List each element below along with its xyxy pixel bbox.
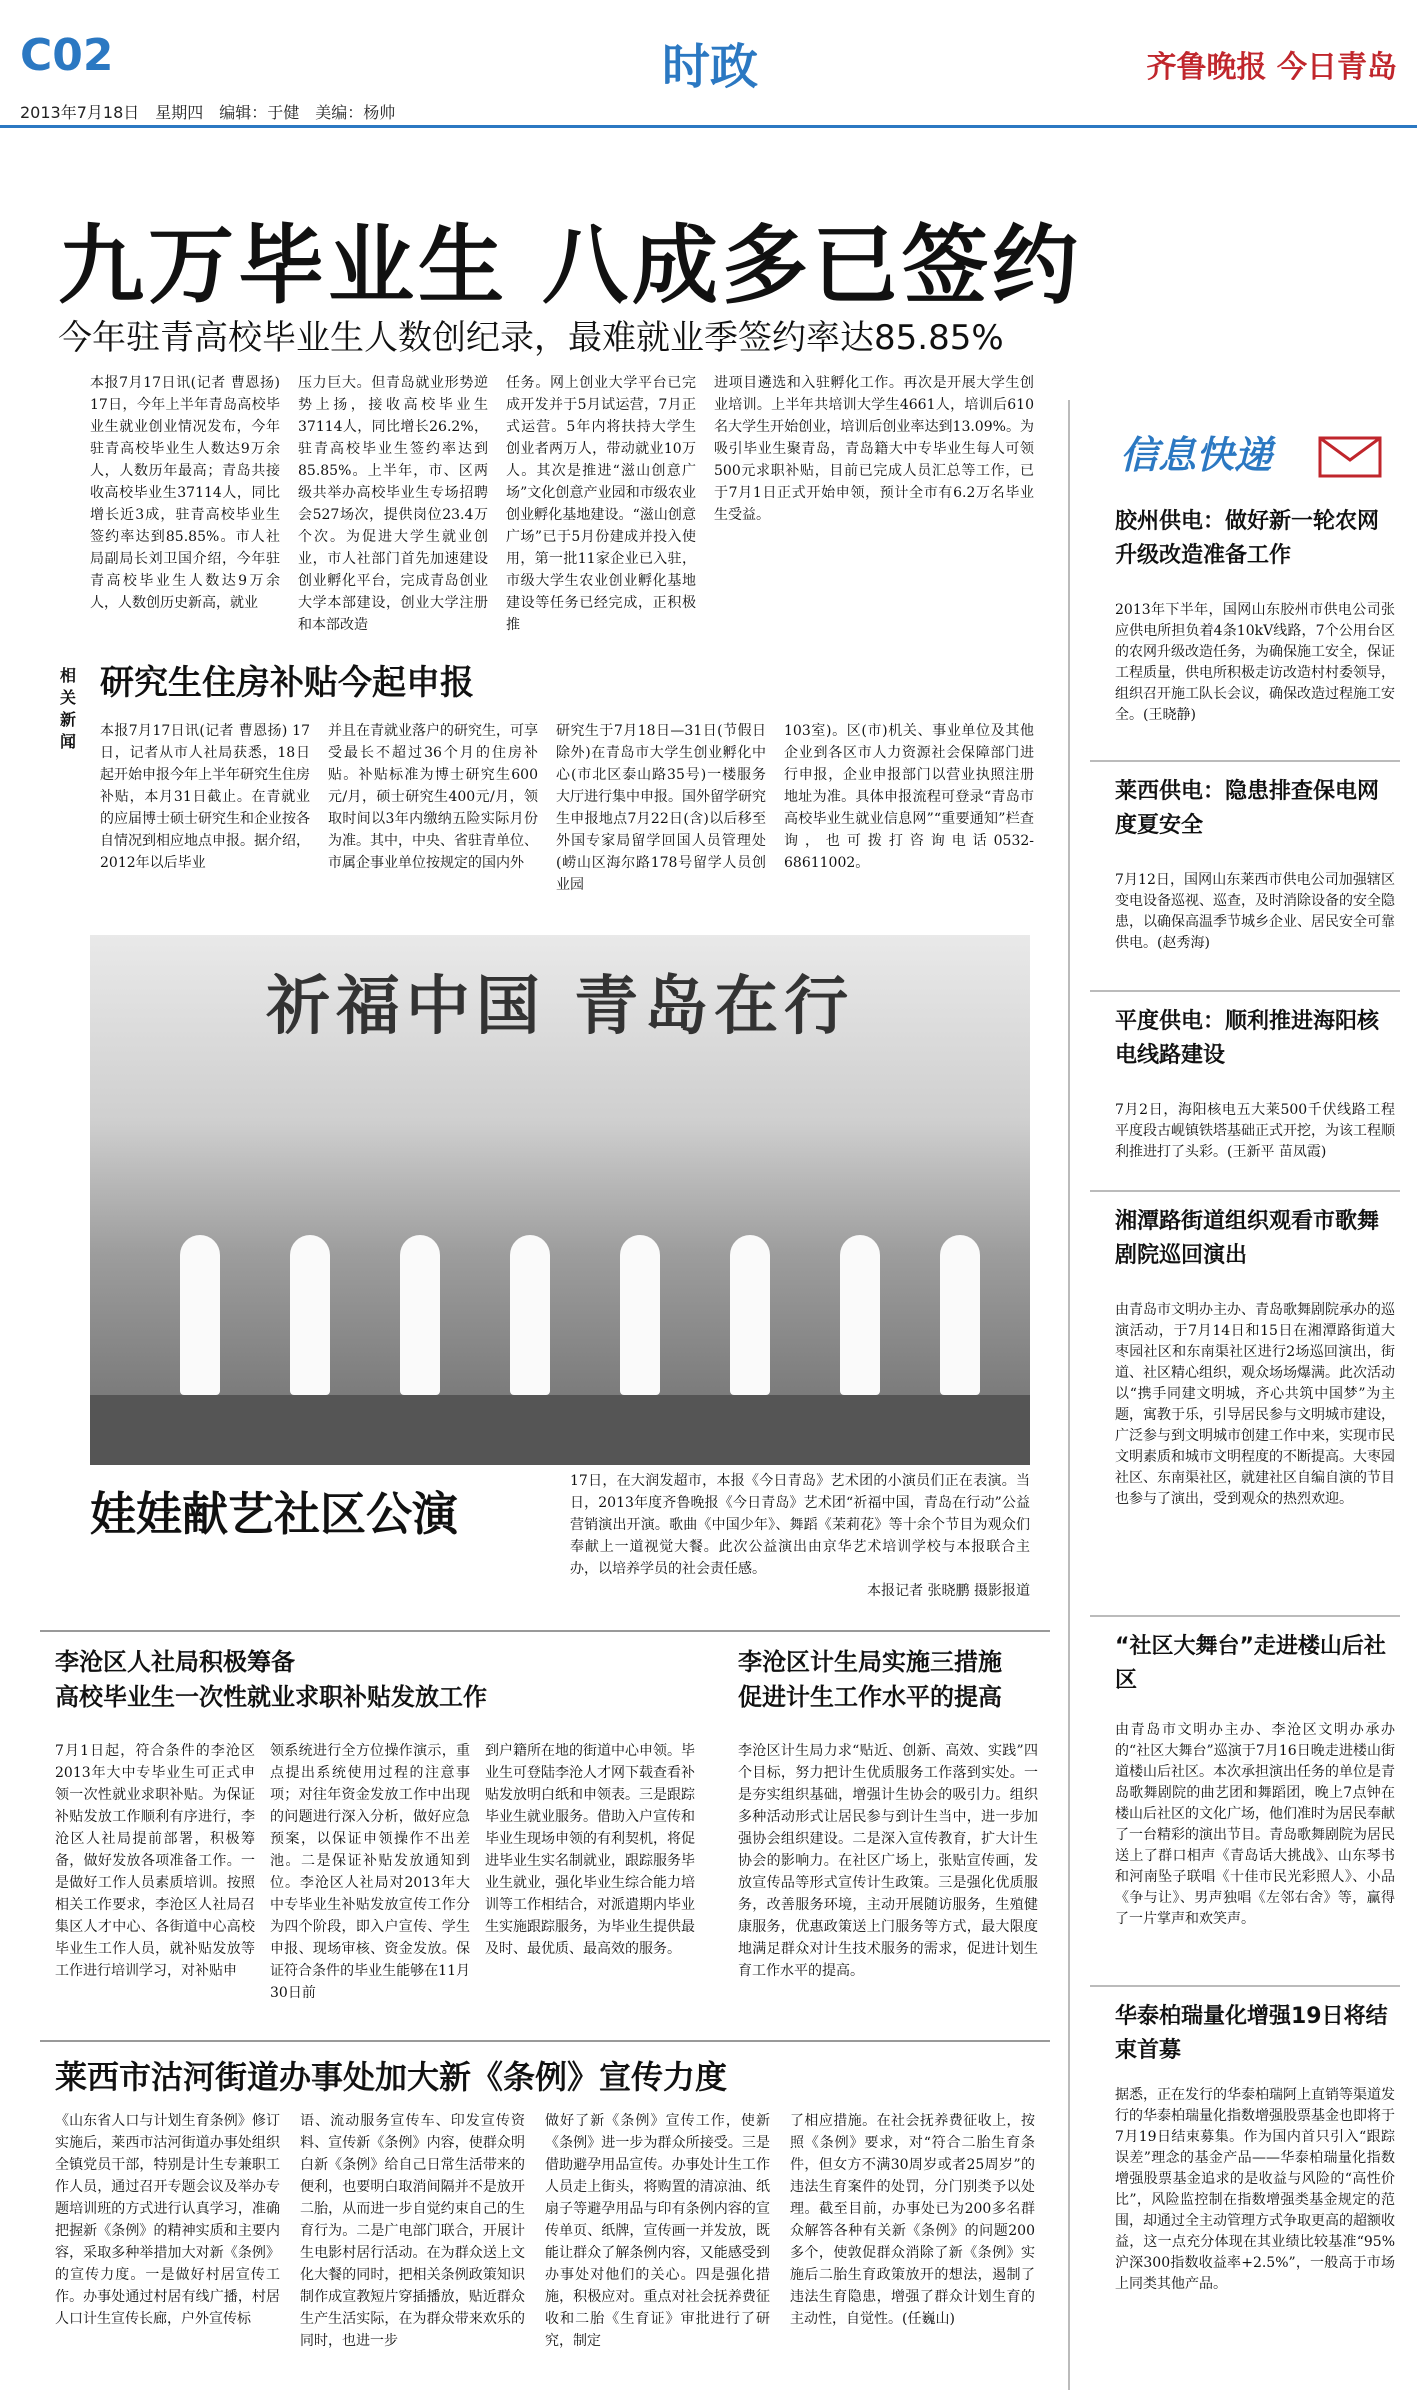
lead-column: 本报7月17日讯(记者 曹恩扬) 17日，今年上半年青岛高校毕业生就业创业情况发布，今年驻青高校毕业生人数达9万余人，人数历年最高；青岛共接收高校毕业生37114人，同比增长近3成，驻青高校毕业生签约率达到85.85%。市人社局副局长刘卫国介绍，今年驻青高校毕业生人数达9万余人，人数创历史新高，就业 [90, 375, 280, 611]
info-express-banner [1100, 420, 1400, 490]
plan-headline-1: 李沧区计生局实施三措施 [738, 1648, 1002, 1676]
sidebar-item-text: 据悉，正在发行的华泰柏瑞阿上直销等渠道发行的华泰柏瑞量化指数增强股票基金也即将于7月19日结束募集。作为国内首只引入“跟踪误差”理念的基金产品——华泰柏瑞量化指数增强股票基金追求的是收益与风险的“高性价比”，风险监控制在指数增强类基金规定的范围，却通过全主动管理方式争取更高的超额收益，这一点充分体现在其业绩比较基准“95%沪深300指数收益率+2.5%”，一般高于市场上同类其他产品。 [1115, 2087, 1395, 2292]
licang-column: 到户籍所在地的街道中心申领。毕业生可登陆李沧人才网下载查看补贴发放明白纸和申领表。三是跟踪毕业生就业服务。借助入户宣传和毕业生现场申领的有利契机，将促进毕业生实名制就业，跟踪服务毕业生就业，强化毕业生综合能力培训等工作相结合，对派遣期内毕业生实施跟踪服务，为毕业生提供最及时、最优质、最高效的服务。 [485, 1743, 695, 1957]
sidebar-item-text: 7月2日，海阳核电五大莱500千伏线路工程平度段古岘镇铁塔基础正式开挖，为该工程顺利推进打了头彩。(王新平 苗凤霞) [1115, 1102, 1395, 1160]
plan-headline-2: 促进计生工作水平的提高 [738, 1683, 1002, 1711]
sidebar-item-title: 平度供电：顺利推进海阳核电线路建设 [1115, 1009, 1380, 1068]
related-headline: 研究生住房补贴今起申报 [100, 663, 474, 703]
mail-icon [1100, 420, 1400, 490]
sidebar-item-title: 湘潭路街道组织观看市歌舞剧院巡回演出 [1115, 1209, 1380, 1268]
sidebar-divider [1068, 400, 1070, 2390]
photo-credit: 本报记者 张晓鹏 摄影报道 [867, 1583, 1030, 1599]
licang-headline-2: 高校毕业生一次性就业求职补贴发放工作 [55, 1683, 487, 1711]
sidebar-item-title: 华泰柏瑞量化增强19日将结束首募 [1115, 2004, 1388, 2063]
divider [40, 1630, 1050, 1632]
sidebar-item-title: 胶州供电：做好新一轮农网升级改造准备工作 [1115, 509, 1380, 568]
related-column: 本报7月17日讯(记者 曹恩扬) 17日，记者从市人社局获悉，18日起开始申报今年上半年研究生住房补贴，本月31日截止。在青就业的应届博士硕士研究生和企业按各自情况到相应地点申报。据介绍，2012年以后毕业 [100, 723, 310, 871]
header-rule [0, 125, 1417, 128]
issue-meta: 2013年7月18日 星期四 编辑：于健 美编：杨帅 [20, 103, 396, 122]
plan-text: 李沧区计生局力求“贴近、创新、高效、实践”四个目标，努力把计生优质服务工作落到实处。一是夯实组织基础，增强计生协会的吸引力。组织多种活动形式让居民参与到计生当中，进一步加强协会组织建设。二是深入宣传教育，扩大计生协会的影响力。在社区广场上，张贴宣传画，发放宣传品等形式宣传计生政策。三是强化优质服务，改善服务环境，主动开展随访服务，生殖健康服务，优惠政策送上门服务等方式，最大限度地满足群众对计生技术服务的需求，促进计划生育工作水平的提高。 [738, 1743, 1038, 1979]
licang-headline-1: 李沧区人社局积极筹备 [55, 1648, 295, 1676]
laixi-column: 语、流动服务宣传车、印发宣传资料、宣传新《条例》内容，使群众明白新《条例》给自己日常生活带来的便利，也要明白取消间隔并不是放开二胎，从而进一步自觉约束自己的生育行为。二是广电部门联合，开展计生电影村居行活动。在为群众送上文化大餐的同时，把相关条例政策知识制作成宣教短片穿插播放，贴近群众生产生活实际，在为群众带来欢乐的同时，也进一步 [300, 2113, 525, 2349]
sidebar-item-text: 7月12日，国网山东莱西市供电公司加强辖区变电设备巡视、巡查，及时消除设备的安全隐患，以确保高温季节城乡企业、居民安全可靠供电。(赵秀海) [1115, 872, 1395, 951]
licang-column: 7月1日起，符合条件的李沧区2013年大中专毕业生可正式申领一次性就业求职补贴。为保证补贴发放工作顺利有序进行，李沧区人社局提前部署，积极筹备，做好发放各项准备工作。一是做好工作人员素质培训。按照相关工作要求，李沧区人社局召集区人才中心、各街道中心高校毕业生工作人员，就补贴发放等工作进行培训学习，对补贴申 [55, 1743, 255, 1979]
laixi-column: 《山东省人口与计划生育条例》修订实施后，莱西市沽河街道办事处组织全镇党员干部，特别是计生专兼职工作人员，通过召开专题会议及举办专题培训班的方式进行认真学习，准确把握新《条例》的精神实质和主要内容，采取多种举措加大对新《条例》的宣传力度。一是做好村居宣传工作。办事处通过村居有线广播，村居人口计生宣传长廊，户外宣传标 [55, 2113, 280, 2327]
lead-column: 进项目遴选和入驻孵化工作。再次是开展大学生创业培训。上半年共培训大学生4661人，培训后610名大学生开始创业，培训后创业率达到13.09%。为吸引毕业生聚青岛，青岛籍大中专毕业生每人可领500元求职补贴，目前已完成人员汇总等工作，已于7月1日正式开始申领，预计全市有6.2万名毕业生受益。 [714, 375, 1034, 523]
licang-column: 领系统进行全方位操作演示，重点提出系统使用过程的注意事项；对往年资金发放工作中出现的问题进行深入分析，做好应急预案，以保证申领操作不出差池。二是保证补贴发放通知到位。李沧区人社局对2013年大中专毕业生补贴发放宣传工作分为四个阶段，即入户宣传、学生申报、现场审核、资金发放。保证符合条件的毕业生能够在11月30日前 [270, 1743, 470, 2001]
lead-column: 任务。网上创业大学平台已完成开发并于5月试运营，7月正式运营。5年内将扶持大学生创业者两万人，带动就业10万人。其次是推进“滋山创意广场”文化创意产业园和市级农业创业孵化基地建设。“滋山创意广场”已于5月份建成并投入使用，第一批11家企业已入驻，市级大学生农业创业孵化基地建设等任务已经完成，正积极推 [506, 375, 696, 633]
lead-column: 压力巨大。但青岛就业形势逆势上扬，接收高校毕业生37114人，同比增长26.2%，驻青高校毕业生签约率达到85.85%。上半年，市、区两级共举办高校毕业生专场招聘会527场次，提供岗位23.4万个次。为促进大学生就业创业，市人社部门首先加速建设创业孵化平台，完成青岛创业大学本部建设，创业大学注册和本部改造 [298, 375, 488, 633]
page-code: C02 [20, 30, 114, 81]
brand-logo: 齐鲁晚报 今日青岛 [1146, 50, 1397, 85]
lead-headline: 九万毕业生 八成多已签约 [58, 216, 1082, 316]
photo-caption: 17日，在大润发超市，本报《今日青岛》艺术团的小演员们正在表演。当日，2013年度齐鲁晚报《今日青岛》艺术团“祈福中国，青岛在行动”公益营销演出开演。歌曲《中国少年》、舞蹈《茉莉花》等十余个节目为观众们奉献上一道视觉大餐。此次公益演出由京华艺术培训学校与本报联合主办，以培养学员的社会责任感。 本报记者 张晓鹏 摄影报道 [570, 1470, 1030, 1602]
sidebar-item-title: “社区大舞台”走进楼山后社区 [1115, 1634, 1386, 1693]
sidebar-item-text: 2013年下半年，国网山东胶州市供电公司张应供电所担负着4条10kV线路，7个公用台区的农网升级改造任务，为确保施工安全，保证工程质量，供电所积极走访改造村村委领导，组织召开施工队长会议，确保改造过程施工安全。(王晓静) [1115, 602, 1395, 723]
performance-photo [90, 935, 1030, 1465]
laixi-headline: 莱西市沽河街道办事处加大新《条例》宣传力度 [55, 2058, 728, 2096]
sidebar-item-text: 由青岛市文明办主办、青岛歌舞剧院承办的巡演活动，于7月14日和15日在湘潭路街道大枣园社区和东南渠社区进行2场巡回演出，街道、社区精心组织，观众场场爆满。此次活动以“携手同建文明城，齐心共筑中国梦”为主题，寓教于乐，引导居民参与文明城市建设，广泛参与到文明城市创建工作中来，实现市民文明素质和城市文明程度的不断提高。大枣园社区、东南渠社区，就建社区自编自演的节目也参与了演出，受到观众的热烈欢迎。 [1115, 1302, 1395, 1507]
lead-subhead: 今年驻青高校毕业生人数创纪录，最难就业季签约率达85.85% [58, 318, 1004, 358]
related-column: 研究生于7月18日—31日(节假日除外)在青岛市大学生创业孵化中心(市北区泰山路35号)一楼服务大厅进行集中申报。国外留学研究生申报地点7月22日(含)以后移至外国专家局留学回国人员管理处(崂山区海尔路178号留学人员创业园 [556, 723, 766, 893]
photo-headline: 娃娃献艺社区公演 [90, 1487, 458, 1541]
sidebar-item-text: 由青岛市文明办主办、李沧区文明办承办的“社区大舞台”巡演于7月16日晚走进楼山街道楼山后社区。本次承担演出任务的单位是青岛歌舞剧院的曲艺团和舞蹈团，晚上7点钟在楼山后社区的文化广场，他们准时为居民奉献了一台精彩的演出节目。青岛歌舞剧院为居民送上了群口相声《青岛话大挑战》、山东琴书和河南坠子联唱《十佳市民光彩照人》、小品《争与让》、男声独唱《左邻右舍》等，赢得了一片掌声和欢笑声。 [1115, 1722, 1395, 1927]
related-column: 103室)。区(市)机关、事业单位及其他企业到各区市人力资源社会保障部门进行申报，企业申报部门以营业执照注册地址为准。具体申报流程可登录“青岛市高校毕业生就业信息网”“重要通知”栏查询，也可拨打咨询电话0532-68611002。 [784, 723, 1034, 871]
photo-banner-text: 祈福中国 青岛在行 [265, 970, 855, 1044]
sidebar-banner-text: 信息快递 [1120, 433, 1273, 477]
sidebar-item-title: 莱西供电：隐患排查保电网度夏安全 [1115, 779, 1380, 838]
laixi-column: 做好了新《条例》宣传工作，使新《条例》进一步为群众所接受。三是借助避孕用品宣传。办事处计生工作人员走上街头，将购置的清凉油、纸扇子等避孕用品与印有条例内容的宣传单页、纸牌，宣传画一并发放，既能让群众了解条例内容，又能感受到办事处对他们的关心。四是强化措施，积极应对。重点对社会抚养费征收和二胎《生育证》审批进行了研究，制定 [545, 2113, 770, 2349]
section-title: 时政 [661, 39, 758, 95]
laixi-column: 了相应措施。在社会抚养费征收上，按照《条例》要求，对“符合二胎生育条件，但女方不满30周岁或者25周岁”的违法生育案件的处罚，分门别类予以处理。截至目前，办事处已为200多名群众解答各种有关新《条例》的问题200多个，使敦促群众消除了新《条例》实施后二胎生育政策放开的想法，遏制了违法生育隐患，增强了群众计划生育的主动性，自觉性。(任巍山) [790, 2113, 1035, 2327]
divider [40, 2040, 1050, 2042]
related-column: 并且在青就业落户的研究生，可享受最长不超过36个月的住房补贴。补贴标准为博士研究生600元/月，硕士研究生400元/月，领取时间以3年内缴纳五险实际月份为准。其中，中央、省驻青单位、市属企事业单位按规定的国内外 [328, 723, 538, 871]
related-news-label: 相关新闻 [60, 666, 77, 751]
